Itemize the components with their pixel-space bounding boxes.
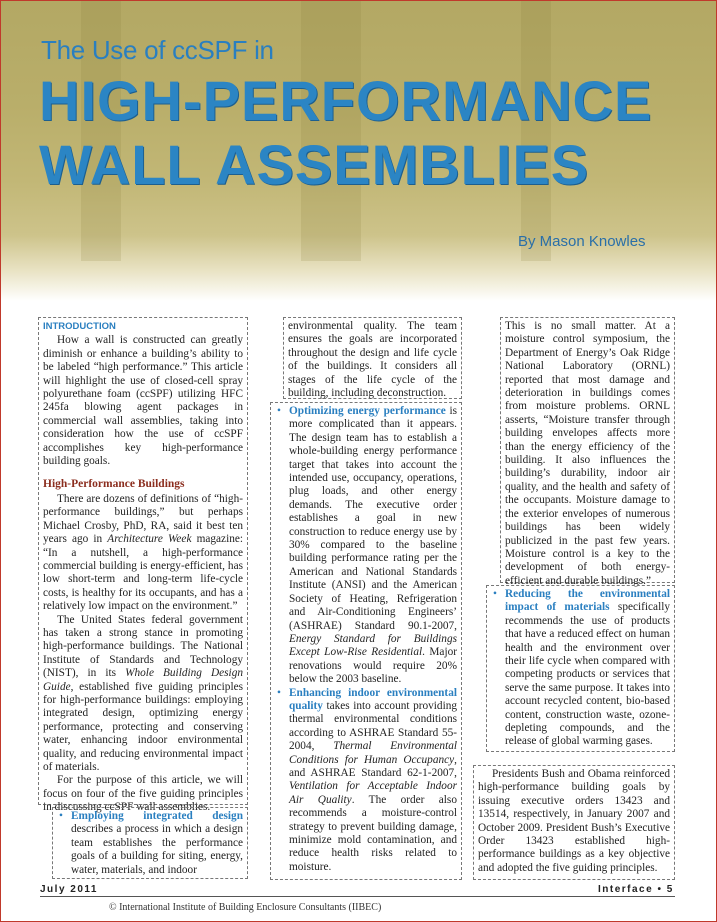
copyright: © International Institute of Building Enclosure Consultants (IIBEC) (109, 902, 382, 913)
bullet-integrated-design: • Employing integrated design describes a process in which a design team establishes the performance goals of a building for siting, energy, water, materials, and indoor (59, 810, 243, 876)
bullet-indoor-quality: • Enhancing indoor environmental quality takes into account providing thermal environmental conditions according to ASHRAE Standard 55-2004, Thermal Environmental Conditions for Human Occupancy, and ASHRAE Standard 62-1-2007, Ventilation for Acceptable Indoor Air Quality. The order also recommends a moisture-control strategy to prevent building damage, minimize mold contamination, and reduce health risks related to moisture. (277, 686, 457, 873)
column-1 (38, 317, 248, 814)
intro-heading: INTRODUCTION (43, 321, 116, 332)
paragraph-3: For the purpose of this article, we will focus on four of the five guiding principles in discussing ccSPF wall assemblies. (43, 774, 243, 814)
column-2-top (283, 317, 462, 399)
bullet-icon: • (277, 686, 281, 699)
bullet-materials-impact: • Reducing the environmental impact of materials specifically recommends the use of products that have a reduced effect on human health and the environment over their life cycle when compared with competing products or services that serve the same purpose. It takes into account recycled content, bio-based content, construction waste, ozone-depleting compounds, and the release of global warming gases. (493, 588, 670, 748)
column-3-bottom (473, 765, 675, 880)
column-3-bullet (486, 585, 675, 752)
title-small: The Use of ccSPF in (41, 35, 274, 65)
column-2-bullets (270, 402, 462, 880)
footer-date: July 2011 (40, 884, 98, 895)
footer-divider (40, 896, 675, 897)
paragraph-1: There are dozens of definitions of “high-performance buildings,” but perhaps Michael Crosby, PhD, RA, said it best ten years ago in Architecture Week magazine: “In a nutshell, a high-performance commercial building is energy-efficient, has low short-term and long-term life-cycle costs, is healthy for its occupants, and has a relatively low impact on the environment.” (43, 492, 244, 613)
bullet-icon: • (59, 810, 63, 822)
col3-bottom-text: Presidents Bush and Obama reinforced high-performance building goals by issuing executive orders 13423 and 13514, respectively, in January 2007 and October 2009. President Bush’s Executive Order 13423 established high-performance buildings as a key objective and adopted the five guiding principles. (478, 768, 670, 874)
col3-top-text: This is no small matter. At a moisture control symposium, the Department of Energy’s Oak Ridge National Laboratory (ORNL) reported that most damage and deterioration in buildings comes from moisture problems. ORNL asserts, “Moisture transfer through building envelopes affects more than the energy efficiency of the building. It also influences the building’s durability, indoor air quality, and the health and safety of the occupants. Moisture damage to the exterior envelopes of numerous buildings has been widely publicized in the past few years. Moisture control is a key to the development of both energy-efficient and durable buildings.” (505, 320, 670, 587)
section-heading: High-Performance Buildings (43, 478, 185, 491)
intro-paragraph: How a wall is constructed can greatly diminish or enhance a building’s ability to be labeled “high performance.” This article will highlight the use of closed-cell spray polyurethane foam (ccSPF) utilizing HFC 245fa blowing agent packages in commercial wall assemblies, taking into consideration how the use of ccSPF accomplishes key high-performance building goals. (43, 334, 243, 468)
bullet-icon: • (493, 588, 497, 600)
column-1-bullet (52, 807, 248, 879)
column-3-top (500, 317, 675, 587)
title-line-2: WALL ASSEMBLIES (39, 133, 590, 196)
bullet-icon: • (277, 405, 281, 417)
bullet-energy-performance: • Optimizing energy performance is more complicated than it appears. The design team has to establish a whole-building energy performance target that takes into account the intended use, occupancy, operations, plug loads, and other energy demands. The executive order establishes a goal in new construction to reduce energy use by 30% compared to the baseline building performance rating per the American and National Standards Institute (ANSI) and the American Society of Heating, Refrigeration and Air-Conditioning Engineers’ (ASHRAE) Standard 90.1-2007, Energy Standard for Buildings Except Low-Rise Residential. Major renovations would require 20% below the 2003 baseline. (277, 405, 457, 686)
byline: By Mason Knowles (518, 233, 646, 250)
header-banner (1, 1, 716, 301)
paragraph-2: The United States federal government has taken a strong stance in promoting high-performance buildings. The National Institute of Standards and Technology (NIST), in its Whole Building Design Guide, established five guiding principles for high-performance buildings: employing integrated design, optimizing energy performance, protecting and conserving water, enhancing indoor environmental quality, and reducing environmental impact of materials. (43, 613, 243, 773)
footer-page: Interface • 5 (598, 884, 674, 895)
col2-top-text: environmental quality. The team ensures the goals are incorporated throughout the design and life cycle of the buildings. It considers all stages of the life cycle of the building, including deconstruction. (288, 320, 457, 400)
title-line-1: HIGH-PERFORMANCE (39, 69, 653, 132)
